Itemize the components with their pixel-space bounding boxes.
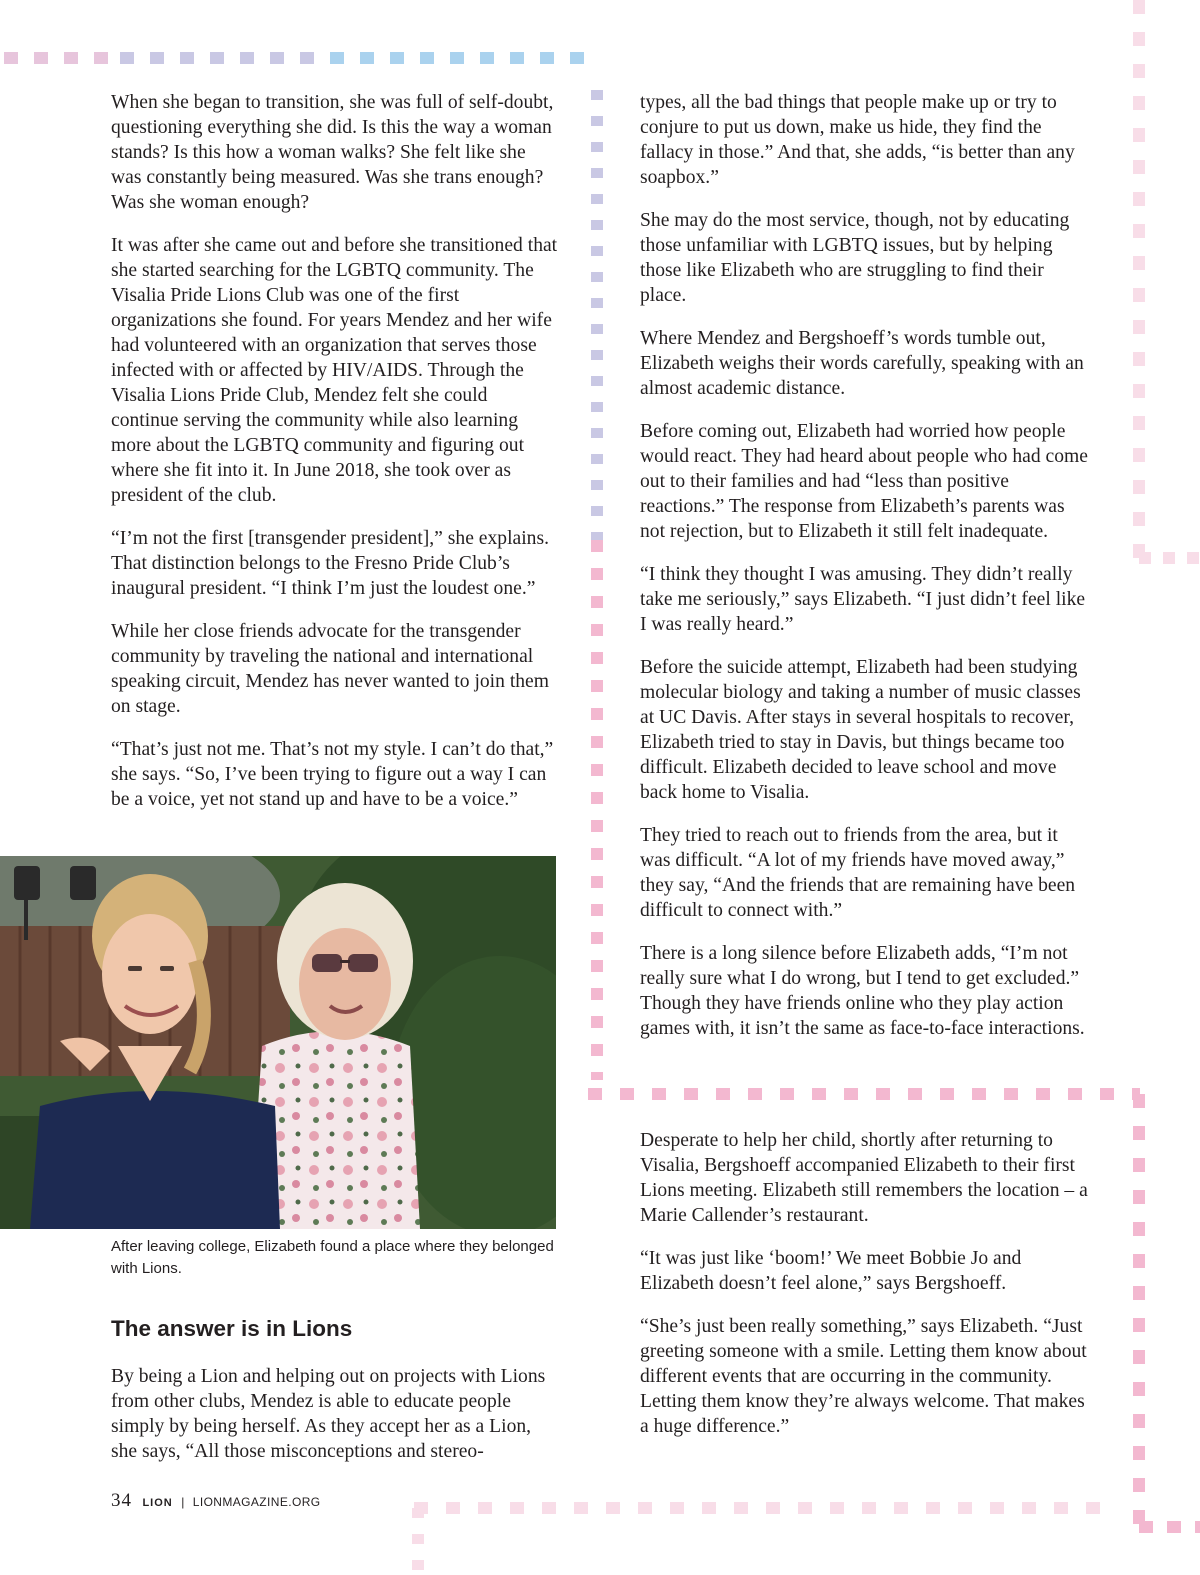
article-column-right-bottom (640, 1128, 1088, 1457)
article-paragraph: While her close friends advocate for the transgender community by traveling the national and international speaking circuit, Mendez has never wanted to join them on stage. (111, 621, 549, 717)
photo-caption: After leaving college, Elizabeth found a place where they belonged with Lions. (111, 1238, 554, 1277)
article-paragraph: Desperate to help her child, shortly after returning to Visalia, Bergshoeff accompanied Elizabeth to their first Lions meeting. Elizabeth still remembers the location – a Marie Callender’s restaurant. (640, 1130, 1088, 1226)
footer-separator: | (181, 1495, 185, 1509)
article-paragraph: Before the suicide attempt, Elizabeth had been studying molecular biology and taking a number of music classes at UC Davis. After stays in several hospitals to recover, Elizabeth tried to stay in Davis, but things became too difficult. Elizabeth decided to leave school and move back home to Visalia. (640, 657, 1081, 803)
page-footer (111, 1490, 321, 1512)
article-paragraph: “She’s just been really something,” says Elizabeth. “Just greeting someone with a smile. Letting them know about different events that are occurring in the community. Letting them know they’re always welcome. That makes a huge difference.” (640, 1316, 1087, 1437)
article-paragraph: She may do the most service, though, not by educating those unfamiliar with LGBTQ issues, but by helping those like Elizabeth who are struggling to find their place. (640, 210, 1070, 306)
article-paragraph: Where Mendez and Bergshoeff’s words tumble out, Elizabeth weighs their words carefully, speaking with an almost academic distance. (640, 328, 1084, 399)
article-paragraph: Before coming out, Elizabeth had worried how people would react. They had heard about people who had come out to their families and had “less than positive reactions.” The response from Elizabeth’s parents was not rejection, but to Elizabeth it still felt inadequate. (640, 421, 1088, 542)
article-paragraph: “I think they thought I was amusing. They didn’t really take me seriously,” says Elizabeth. “I just didn’t feel like I was really heard.” (640, 564, 1086, 635)
article-paragraph: It was after she came out and before she transitioned that she started searching for the LGBTQ community. The Visalia Pride Lions Club was one of the first organizations she found. For years Mendez and her wife had volunteered with an organization that serves those infected with or affected by HIV/AIDS. Through the Visalia Lions Pride Club, Mendez felt she could continue serving the community while also learning more about the LGBTQ community and figuring out where she fit into it. In June 2018, she took over as president of the club. (111, 235, 558, 506)
article-paragraph: types, all the bad things that people make up or try to conjure to put us down, make us hide, they find the fallacy in those.” And that, she adds, “is better than any soapbox.” (640, 92, 1075, 188)
section-subhead: The answer is in Lions (111, 1316, 353, 1341)
article-paragraph: When she began to transition, she was full of self-doubt, questioning everything she did. Is this the way a woman stands? Is this how a woman walks? She felt like she was constantly being measured. Was she trans enough? Was she woman enough? (111, 92, 554, 213)
article-column-left-top (111, 90, 559, 830)
article-paragraph: “That’s just not me. That’s not my style. I can’t do that,” she says. “So, I’ve been trying to figure out a way I can be a voice, yet not stand up and have to be a voice.” (111, 739, 554, 810)
article-column-right-top (640, 90, 1088, 1059)
magazine-name: LION (142, 1497, 173, 1509)
article-photo (0, 856, 556, 1229)
article-paragraph: They tried to reach out to friends from the area, but it was difficult. “A lot of my friends have moved away,” they say, “And the friends that are remaining have been difficult to connect with.” (640, 825, 1076, 921)
photo-illustration (0, 856, 556, 1229)
page-number: 34 (111, 1490, 132, 1511)
article-paragraph: There is a long silence before Elizabeth adds, “I’m not really sure what I do wrong, but I tend to get excluded.” Though they have friends online who they play action games with, it isn’t the same as face-to-face interactions. (640, 943, 1085, 1039)
article-column-left-bottom (111, 1364, 559, 1482)
article-paragraph: “It was just like ‘boom!’ We meet Bobbie Jo and Elizabeth doesn’t feel alone,” says Bergshoeff. (640, 1248, 1022, 1294)
magazine-website: LIONMAGAZINE.ORG (192, 1495, 321, 1509)
article-paragraph: By being a Lion and helping out on projects with Lions from other clubs, Mendez is able to educate people simply by being herself. As they accept her as a Lion, she says, “All those misconceptions and stereo- (111, 1366, 546, 1462)
article-paragraph: “I’m not the first [transgender president],” she explains. That distinction belongs to the Fresno Pride Club’s inaugural president. “I think I’m just the loudest one.” (111, 528, 549, 599)
